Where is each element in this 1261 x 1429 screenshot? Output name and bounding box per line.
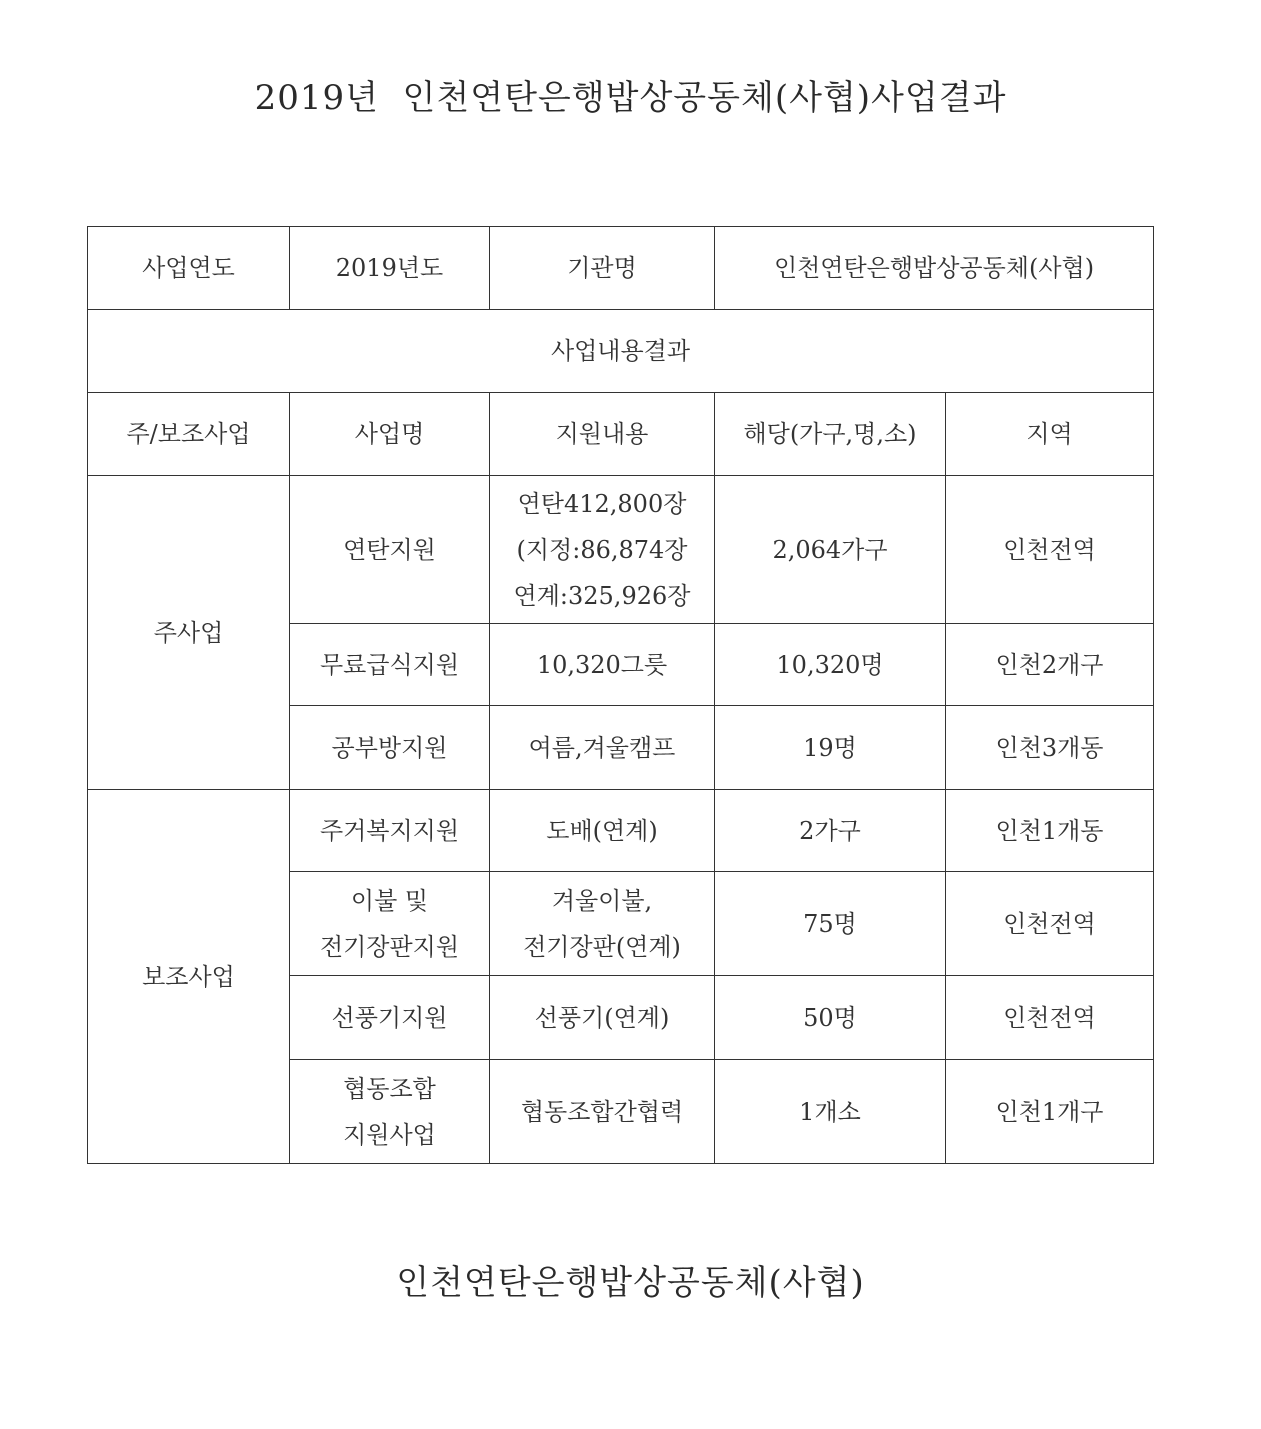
- support-content-line: 도배(연계): [546, 816, 658, 845]
- region-cell: 인천전역: [946, 476, 1154, 624]
- count-cell: 10,320명: [715, 624, 946, 706]
- column-header: 해당(가구,명,소): [715, 393, 946, 476]
- support-content-line: 10,320그릇: [536, 650, 668, 679]
- support-content-line: 협동조합간협력: [520, 1097, 684, 1126]
- project-name-cell: [290, 624, 490, 706]
- count-cell: 2,064가구: [715, 476, 946, 624]
- column-header: 주/보조사업: [88, 393, 290, 476]
- support-content-cell: [490, 706, 715, 790]
- project-name-line: 전기장판지원: [319, 932, 460, 961]
- category-cell: 보조사업: [88, 790, 290, 1164]
- org-label-cell: 기관명: [490, 227, 715, 310]
- support-content-line: 연탄412,800장: [517, 489, 687, 518]
- project-name-cell: [290, 476, 490, 624]
- support-content-cell: [490, 1060, 715, 1164]
- column-header: 지원내용: [490, 393, 715, 476]
- project-name-line: 지원사업: [343, 1120, 436, 1149]
- support-content-line: 연계:325,926장: [513, 581, 691, 610]
- region-cell: 인천3개동: [946, 706, 1154, 790]
- count-cell: 19명: [715, 706, 946, 790]
- support-content-cell: [490, 872, 715, 976]
- column-header: 사업명: [290, 393, 490, 476]
- org-value-cell: 인천연탄은행밥상공동체(사협): [715, 227, 1154, 310]
- project-name-line: 공부방지원: [331, 733, 448, 762]
- column-header: 지역: [946, 393, 1154, 476]
- year-label-cell: 사업연도: [88, 227, 290, 310]
- project-name-cell: [290, 1060, 490, 1164]
- document-footer: 인천연탄은행밥상공동체(사협): [396, 1263, 865, 1303]
- project-name-cell: [290, 790, 490, 872]
- support-content-line: (지정:86,874장: [516, 535, 688, 564]
- project-name-line: 연탄지원: [343, 535, 436, 564]
- table-row: [88, 476, 1154, 624]
- project-name-line: 무료급식지원: [319, 650, 460, 679]
- document-title: 2019년 인천연탄은행밥상공동체(사협)사업결과: [254, 78, 1007, 118]
- support-content-cell: [490, 624, 715, 706]
- region-cell: 인천1개구: [946, 1060, 1154, 1164]
- support-content-line: 전기장판(연계): [523, 932, 681, 961]
- project-name-line: 협동조합: [343, 1074, 436, 1103]
- count-cell: 1개소: [715, 1060, 946, 1164]
- support-content-line: 여름,겨울캠프: [528, 733, 676, 762]
- support-content-line: 겨울이불,: [551, 886, 653, 915]
- section-title-row: [88, 310, 1154, 393]
- project-name-cell: [290, 872, 490, 976]
- table-row: [88, 790, 1154, 872]
- project-name-line: 선풍기지원: [331, 1003, 448, 1032]
- region-cell: 인천전역: [946, 872, 1154, 976]
- count-cell: 50명: [715, 976, 946, 1060]
- result-table: [87, 226, 1154, 1164]
- support-content-cell: [490, 476, 715, 624]
- support-content-cell: [490, 790, 715, 872]
- region-cell: 인천전역: [946, 976, 1154, 1060]
- region-cell: 인천1개동: [946, 790, 1154, 872]
- project-name-line: 주거복지지원: [319, 816, 460, 845]
- section-title-cell: 사업내용결과: [88, 310, 1154, 393]
- count-cell: 2가구: [715, 790, 946, 872]
- table-header-row: [88, 227, 1154, 310]
- project-name-cell: [290, 706, 490, 790]
- column-header-row: [88, 393, 1154, 476]
- count-cell: 75명: [715, 872, 946, 976]
- support-content-cell: [490, 976, 715, 1060]
- project-name-cell: [290, 976, 490, 1060]
- category-cell: 주사업: [88, 476, 290, 790]
- project-name-line: 이불 및: [350, 886, 429, 915]
- support-content-line: 선풍기(연계): [534, 1003, 670, 1032]
- year-value-cell: 2019년도: [290, 227, 490, 310]
- region-cell: 인천2개구: [946, 624, 1154, 706]
